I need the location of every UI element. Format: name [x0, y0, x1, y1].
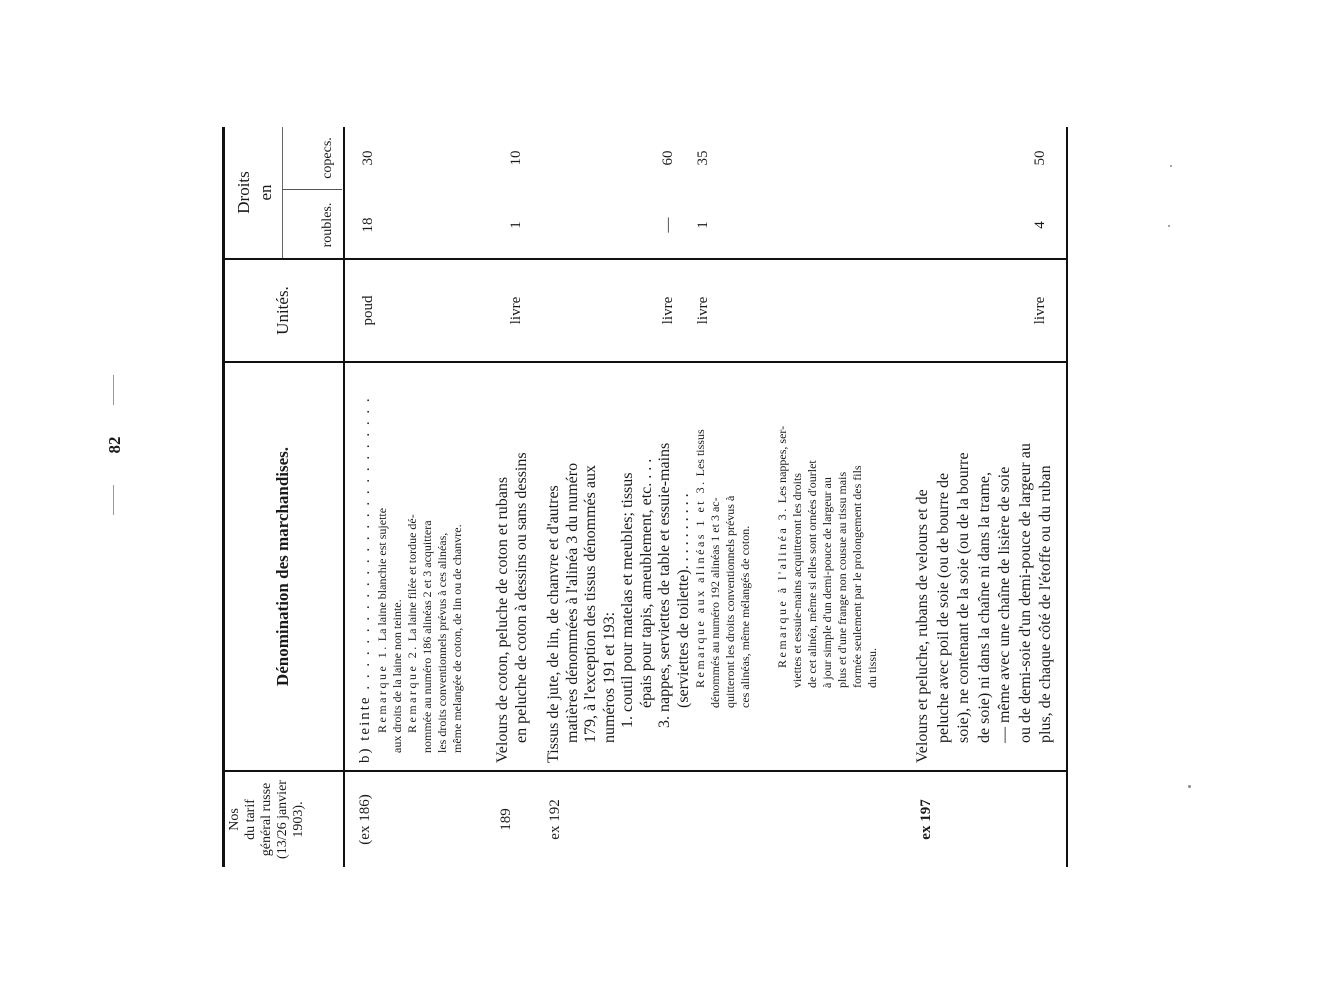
header-tariff-number — [227, 772, 307, 867]
row3-line4: numéros 191 et 193: — [600, 611, 618, 743]
header-droits-title: Droits — [234, 171, 253, 214]
row4-line7: plus, de chaque côté de l'étoffe ou du ruban — [1037, 465, 1054, 743]
header-general-russe: général russe — [259, 782, 274, 857]
row4-line2: peluche avec poil de soie (ou de bourre de — [934, 472, 952, 743]
scan-speck — [1170, 165, 1172, 167]
row3-line3: 179, à l'exception des tissus dénommés aux — [582, 465, 599, 743]
header-roubles: roubles. — [320, 202, 335, 248]
header-denomination: Dénomination des marchandises. — [273, 446, 292, 687]
row3-remark-a-label: Remarque aux alinéas 1 et 3. — [693, 479, 707, 688]
row1-remark1 — [375, 368, 390, 763]
row3-remark-b-line3: de cet alinéa, même si elles sont ornées d'ourlet — [805, 460, 819, 688]
row3-description — [545, 368, 880, 763]
row3-remark-b-line5: plus et d'une frange non cousue au tissu mais — [835, 471, 849, 688]
row4-line1: Velours et peluche, rubans de velours et de — [914, 489, 931, 763]
row3-remark-b-label: Remarque à l'alinéa 3. — [775, 506, 789, 668]
scan-speck — [1188, 785, 1191, 788]
row4-copecs: 50 — [1032, 150, 1048, 166]
row1-remark2 — [405, 368, 420, 763]
row3-remark-a-line4: ces alinéas, même mélangés de coton. — [738, 525, 752, 708]
page-number: 82 — [105, 436, 124, 454]
row3-remark-b-line4: à jour simple d'un demi-pouce de largeur au — [820, 477, 834, 688]
row4-line6: ou de demi-soie d'un demi-pouce de largeur au — [1016, 443, 1034, 743]
scan-speck — [1168, 225, 1170, 227]
row3-remark-b-text: Les nappes, ser- — [775, 425, 789, 507]
row1-remark1-cont: aux droits de la laine non teinte. — [389, 599, 404, 753]
row3-remark-b-line7: du tissu. — [865, 647, 879, 688]
row4-roubles: 4 — [1032, 221, 1048, 229]
row4-line5: — même avec une chaîne de lisière de soie — [996, 466, 1013, 743]
row2-copecs: 10 — [508, 150, 524, 166]
row3-sub3-line1: 3. nappes, serviettes de table et essuie-mains — [656, 442, 673, 728]
row3-remark-a — [693, 368, 708, 763]
row3-sub1-line1: 1. coutil pour matelas et meubles; tissus — [619, 472, 636, 728]
header-unites: Unités. — [273, 286, 292, 335]
table-top-rule — [222, 127, 225, 867]
row1-remark2-label: Remarque 2. — [404, 644, 419, 733]
row3-tariff-no: ex 192 — [547, 799, 563, 840]
col-rule-2 — [222, 361, 1068, 363]
row3-remark-a-line3: quitteront les droits conventionnels prévus à — [723, 495, 737, 708]
row3-remark-a-text: Les tissus — [693, 429, 707, 480]
row3-sub3-copecs: 35 — [695, 150, 711, 166]
table-bottom-rule — [1066, 127, 1068, 867]
header-year: 1903). — [291, 801, 306, 838]
row3-sub1-line2: épais pour tapis, ameublement, etc. . . . — [637, 458, 655, 708]
header-du-tarif: du tarif — [243, 799, 258, 840]
header-droits — [233, 127, 277, 258]
row2-unit: livre — [508, 296, 524, 325]
row3-sub1-copecs: 60 — [660, 150, 676, 166]
row3-sub3-unit: livre — [695, 296, 711, 325]
row1-unit: poud — [360, 295, 376, 326]
row1-remark1-text: La laine blanchie est sujette — [374, 507, 389, 645]
rotated-table-page — [105, 25, 1054, 875]
row3-sub1-roubles: — — [660, 217, 676, 233]
row4-tariff-no: ex 197 — [918, 799, 934, 840]
row3-remark-b-line6: formée seulement par le prolongement des fils — [850, 465, 864, 688]
row4-line3: soie), ne contenant de la soie (ou de la bourre — [955, 452, 972, 743]
row2-line2: en peluche de coton à dessins ou sans dessins — [513, 452, 530, 743]
row1-remark2-line3: les droits conventionnels prévus à ces alinéas, — [434, 532, 449, 753]
row4-line4: de soie) ni dans la chaîne ni dans la trame, — [975, 471, 993, 743]
digitization-credit — [1300, 10, 1320, 400]
row3-sub3-roubles: 1 — [695, 221, 711, 229]
row3-line1: Tissus de jute, de lin, de chanvre et d'autres — [545, 485, 562, 763]
row1-description — [357, 368, 465, 763]
header-date: (13/26 janvier — [275, 780, 290, 859]
row3-line2: matières dénommées à l'alinéa 3 du numéro — [563, 462, 581, 743]
row1-copecs: 30 — [360, 150, 376, 166]
header-copecs: copecs. — [320, 137, 335, 179]
droits-subheader-rule — [282, 127, 283, 260]
row1-remark1-label: Remarque 1. — [374, 644, 389, 733]
row3-remark-a-line2: dénommés au numéro 192 alinéas 1 et 3 ac- — [708, 497, 722, 708]
row3-sub3-line2: (serviettes de toilette). . . . . . . . . . — [674, 493, 692, 708]
row3-remark-b-line2: viettes et essuie-mains acquitteront les droits — [790, 473, 804, 688]
header-nos: Nos — [227, 808, 242, 831]
header-bottom-rule — [343, 127, 345, 867]
row1-remark2-text: La laine filée et tordue dé- — [404, 514, 419, 645]
row1-remark2-line4: même melangée de coton, de lin ou de chanvre. — [449, 524, 464, 753]
page-number-dash-left — [113, 485, 114, 515]
row1-tariff-no: (ex 186) — [357, 794, 373, 845]
row2-tariff-no: 189 — [498, 808, 514, 831]
row4-description — [913, 368, 1057, 763]
row2-roubles: 1 — [508, 221, 524, 229]
row1-remark2-line2: nommée au numéro 186 alinéas 2 et 3 acquittera — [419, 520, 434, 753]
row1-roubles: 18 — [360, 217, 376, 233]
row2-line1: Velours de coton, peluche de coton et rubans — [494, 476, 511, 763]
col-rule-3 — [222, 258, 1068, 260]
header-droits-en: en — [256, 184, 275, 201]
row3-sub1-unit: livre — [660, 296, 676, 325]
page-number-dash-right — [113, 375, 114, 405]
row2-description — [493, 368, 531, 763]
row3-remark-b — [775, 368, 790, 763]
row4-unit: livre — [1032, 296, 1048, 325]
col-rule-1 — [222, 770, 1068, 772]
row1-line1: b) teinte . . . . . . . . . . . . . . . . . . . . . . . . . . — [357, 396, 373, 763]
